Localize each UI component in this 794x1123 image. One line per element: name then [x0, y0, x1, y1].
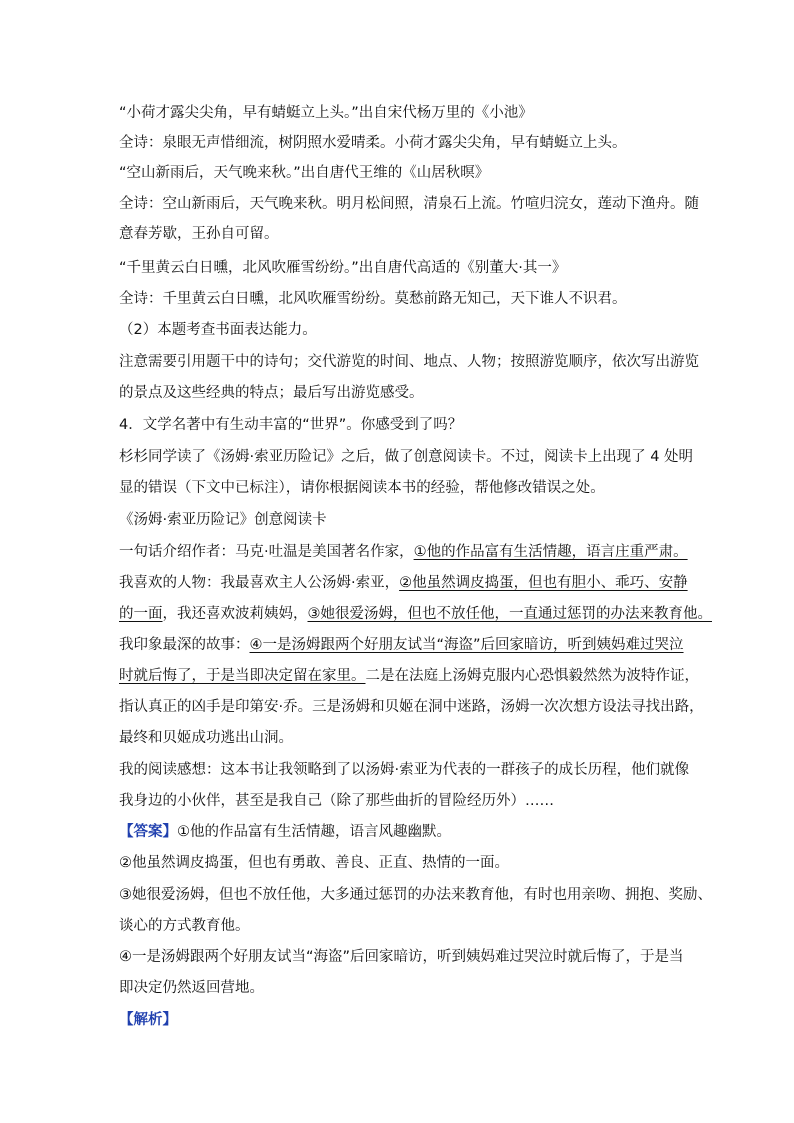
quote-line-3: “千里黄云白日曛，北风吹雁雪纷纷。”出自唐代高适的《别董大·其一》 [119, 260, 567, 276]
answer-tag: 【答案】 [119, 824, 177, 840]
analysis-line [119, 1010, 679, 1030]
favorite-character-label: 我喜欢的人物：我最喜欢主人公汤姆·索亚， [119, 575, 400, 591]
analysis-tag: 【解析】 [119, 1012, 177, 1028]
quote-line-2: “空山新雨后，天气晚来秋。”出自唐代王维的《山居秋暝》 [119, 165, 490, 181]
error-3-underlined: ③她很爱汤姆，但也不放任他，一直通过惩罚的办法来教育他。 [307, 606, 712, 622]
reading-thoughts-line-2: 我身边的小伙伴，甚至是我自己（除了那些曲折的冒险经历外）…… [119, 793, 554, 809]
question-4-text-2: 显的错误（下文中已标注），请你根据阅读本书的经验，帮他修改错误之处。 [119, 480, 605, 496]
answer-line-6: 即决定仍然返回营地。 [119, 980, 264, 996]
favorite-character-line-2 [119, 604, 712, 624]
section-2-heading: （2）本题考查书面表达能力。 [119, 322, 317, 338]
answer-line-5: ④一是汤姆跟两个好朋友试当“海盗”后回家暗访，听到姨妈难过哭泣时就后悔了，于是当 [119, 949, 684, 965]
memorable-story-line-2 [119, 666, 699, 686]
poem-full-1: 全诗：泉眼无声惜细流，树阴照水爱晴柔。小荷才露尖尖角，早有蜻蜓立上头。 [119, 135, 627, 151]
author-intro-line [119, 542, 688, 562]
author-intro-label: 一句话介绍作者：马克·吐温是美国著名作家， [119, 544, 414, 560]
quote-line-1: “小荷才露尖尖角，早有蜻蜓立上头。”出自宋代杨万里的《小池》 [119, 105, 533, 121]
error-1-underlined: ①他的作品富有生活情趣，语言庄重严肃。 [413, 544, 688, 560]
question-4-text-1: 杉杉同学读了《汤姆·索亚历险记》之后，做了创意阅读卡。不过，阅读卡上出现了 4 处明 [119, 449, 694, 465]
instruction-line-1: 注意需要引用题干中的诗句；交代游览的时间、地点、人物；按照游览顺序，依次写出游览 [119, 354, 699, 370]
favorite-character-text: ，我还喜欢波莉姨妈， [162, 606, 308, 622]
error-2-underlined-end: 的一面 [119, 606, 163, 622]
reading-thoughts-line-1: 我的阅读感想：这本书让我领略到了以汤姆·索亚为代表的一群孩子的成长历程，他们就像 [119, 762, 690, 778]
error-4-underlined-end: 时就后悔了，于是当即决定留在家里。 [119, 668, 366, 684]
poem-full-2a: 全诗：空山新雨后，天气晚来秋。明月松间照，清泉石上流。竹喧归浣女，莲动下渔舟。随 [119, 196, 699, 212]
reading-card-title: 《汤姆·索亚历险记》创意阅读卡 [119, 512, 327, 528]
error-4-underlined: ④一是汤姆跟两个好朋友试当“海盗”后回家暗访，听到姨妈难过哭泣 [249, 637, 684, 653]
answer-1-text: ①他的作品富有生活情趣，语言风趣幽默。 [177, 824, 451, 840]
instruction-line-2: 的景点及这些经典的特点；最后写出游览感受。 [119, 385, 424, 401]
question-4-title: 4．文学名著中有生动丰富的“世界”。你感受到了吗？ [119, 417, 463, 433]
answer-line-4: 谈心的方式教育他。 [119, 918, 250, 934]
memorable-story-line-4: 最终和贝姬成功逃出山洞。 [119, 730, 293, 746]
poem-full-2b: 意春芳歇，王孙自可留。 [119, 226, 279, 242]
error-2-underlined: ②他虽然调皮捣蛋，但也有胆小、乖巧、安静 [399, 575, 688, 591]
answer-line-1 [119, 822, 679, 842]
memorable-story-label: 我印象最深的故事： [119, 637, 250, 653]
memorable-story-text: 二是在法庭上汤姆克服内心恐惧毅然然为波特作证， [365, 668, 699, 684]
answer-line-2: ②他虽然调皮捣蛋，但也有勇敢、善良、正直、热情的一面。 [119, 855, 509, 871]
poem-full-3: 全诗：千里黄云白日曛，北风吹雁雪纷纷。莫愁前路无知己，天下谁人不识君。 [119, 291, 627, 307]
answer-line-3: ③她很爱汤姆，但也不放任他，大多通过惩罚的办法来教育他，有时也用亲吻、拥抱、奖励、 [119, 887, 712, 903]
memorable-story-line-3: 指认真正的凶手是印第安·乔。三是汤姆和贝姬在洞中迷路，汤姆一次次想方设法寻找出路， [119, 699, 704, 715]
memorable-story-line-1 [119, 635, 684, 655]
favorite-character-line-1 [119, 573, 688, 593]
